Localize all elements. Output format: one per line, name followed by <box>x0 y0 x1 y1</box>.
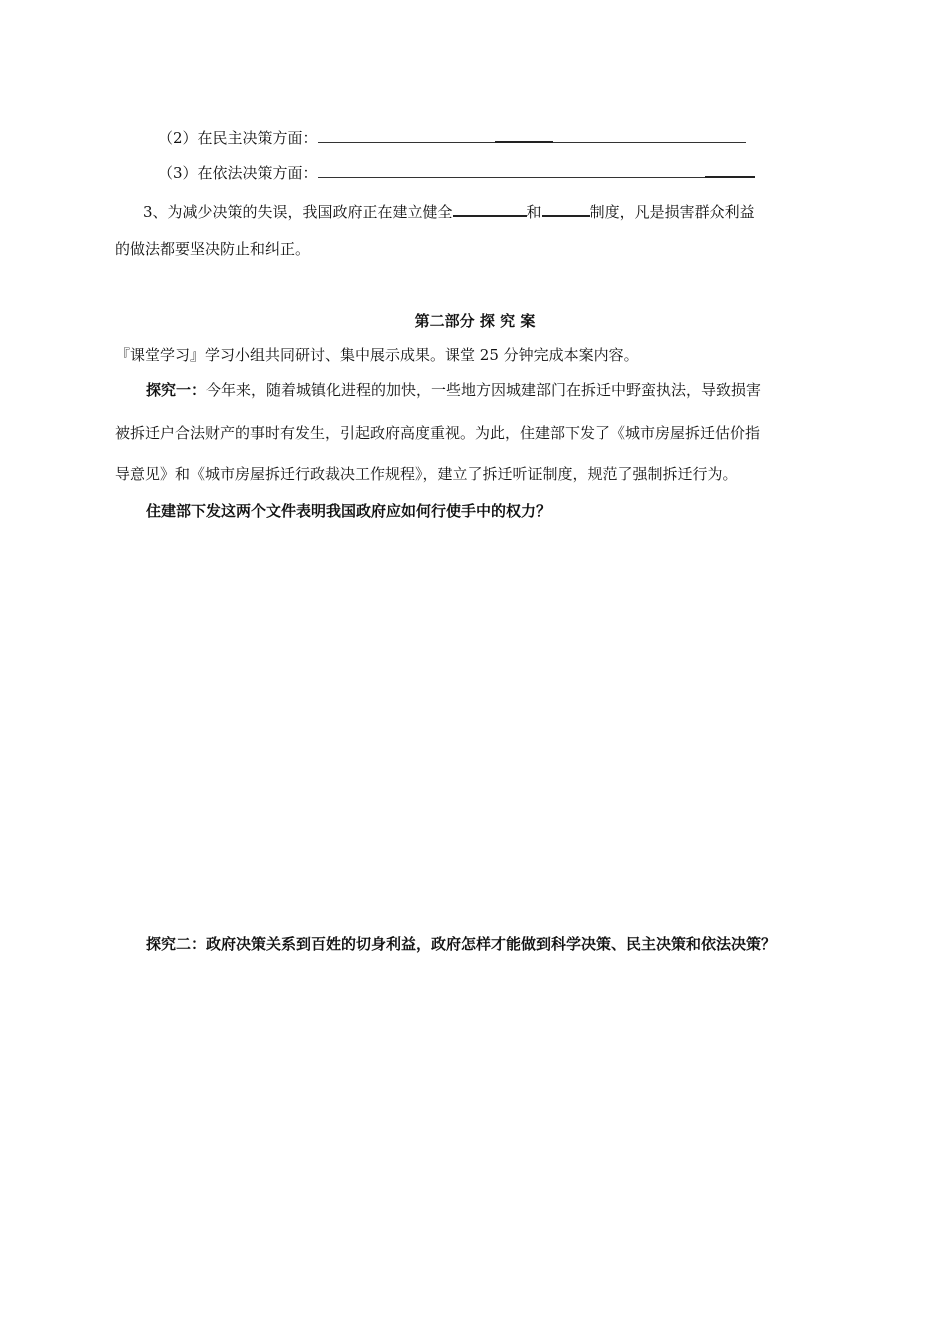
question-3-text-b: 和 <box>526 203 542 221</box>
inquiry-2-question: 探究二：政府决策关系到百姓的切身利益，政府怎样才能做到科学决策、民主决策和依法决策？ <box>146 935 777 953</box>
question-3-text-d: 的做法都要坚决防止和纠正。 <box>115 240 311 258</box>
inquiry-1-text-1: 今年来，随着城镇化进程的加快，一些地方因城建部门在拆迁中野蛮执法，导致损害 <box>206 381 762 399</box>
item-3-line <box>158 162 755 183</box>
item-2-answer-blank[interactable] <box>318 128 495 143</box>
item-3-label: （3）在依法决策方面： <box>158 164 318 182</box>
question-3-line-2 <box>115 239 310 259</box>
item-3-answer-blank[interactable] <box>318 163 705 178</box>
item-2-answer-blank-mid[interactable] <box>495 127 553 143</box>
inquiry-1-line-3: 导意见》和《城市房屋拆迁行政裁决工作规程》，建立了拆迁听证制度，规范了强制拆迁行为。 <box>115 465 738 483</box>
question-3-text-c: 制度，凡是损害群众利益 <box>589 203 755 221</box>
item-2-line <box>158 127 746 148</box>
item-2-answer-blank-end[interactable] <box>553 128 746 143</box>
section-heading: 第二部分 探 究 案 <box>414 312 536 330</box>
inquiry-1-question: 住建部下发这两个文件表明我国政府应如何行使手中的权力？ <box>146 502 552 520</box>
item-2-label: （2）在民主决策方面： <box>158 129 318 147</box>
inquiry-1-label: 探究一： <box>146 381 207 399</box>
inquiry-1-line-1 <box>146 380 761 400</box>
question-3-text-a: 3、为减少决策的失误，我国政府正在建立健全 <box>143 203 453 221</box>
question-3-blank-1[interactable] <box>453 201 527 217</box>
intro-text: 『课堂学习』学习小组共同研讨、集中展示成果。课堂 25 分钟完成本案内容。 <box>115 346 639 364</box>
question-3-line-1 <box>143 201 755 222</box>
inquiry-1-line-2: 被拆迁户合法财产的事时有发生，引起政府高度重视。为此，住建部下发了《城市房屋拆迁估价指 <box>115 424 761 442</box>
question-3-blank-2[interactable] <box>542 201 590 217</box>
item-3-answer-blank-end[interactable] <box>705 162 755 178</box>
